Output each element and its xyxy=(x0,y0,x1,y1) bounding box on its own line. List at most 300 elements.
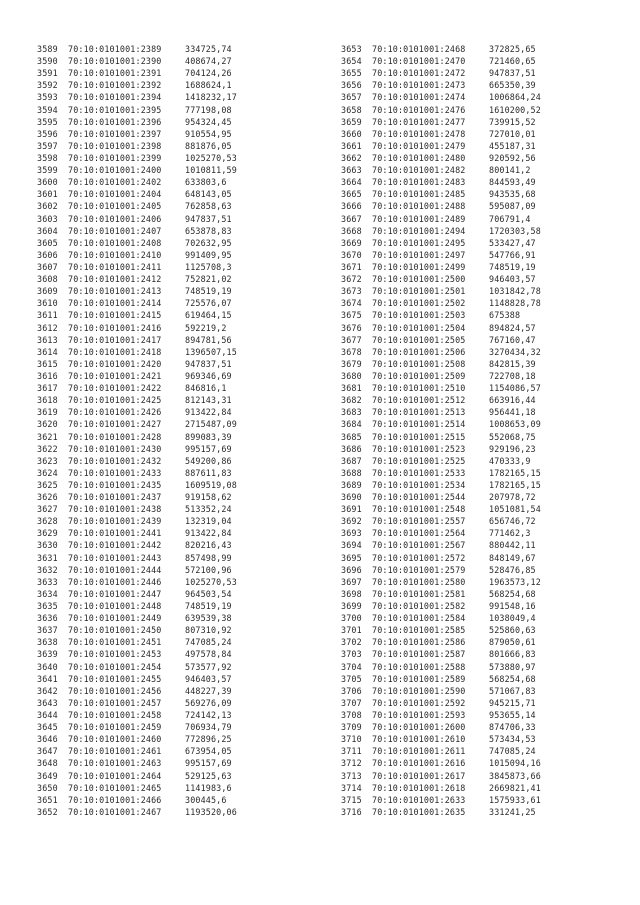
cadastral-number: 70:10:0101001:2588 xyxy=(372,661,466,672)
row-number: 3609 xyxy=(37,286,58,297)
list-item xyxy=(37,55,237,67)
list-item xyxy=(37,685,237,697)
row-number: 3708 xyxy=(341,710,362,721)
row-number: 3629 xyxy=(37,528,58,539)
list-item xyxy=(341,322,541,334)
amount-value: 571067,83 xyxy=(489,685,536,696)
cadastral-number: 70:10:0101001:2635 xyxy=(372,806,466,817)
list-item xyxy=(341,479,541,491)
row-number: 3615 xyxy=(37,358,58,369)
amount-value: 656746,72 xyxy=(489,516,536,527)
cadastral-number: 70:10:0101001:2592 xyxy=(372,697,466,708)
row-number: 3683 xyxy=(341,407,362,418)
amount-value: 748519,19 xyxy=(185,286,232,297)
amount-value: 706934,79 xyxy=(185,722,232,733)
amount-value: 953655,14 xyxy=(489,710,536,721)
amount-value: 1125708,3 xyxy=(185,261,232,272)
row-number: 3707 xyxy=(341,697,362,708)
row-number: 3664 xyxy=(341,177,362,188)
cadastral-number: 70:10:0101001:2465 xyxy=(68,782,162,793)
row-number: 3643 xyxy=(37,697,58,708)
list-item xyxy=(37,733,237,745)
amount-value: 767160,47 xyxy=(489,334,536,345)
cadastral-number: 70:10:0101001:2451 xyxy=(68,637,162,648)
row-number: 3608 xyxy=(37,274,58,285)
cadastral-number: 70:10:0101001:2476 xyxy=(372,104,466,115)
row-number: 3606 xyxy=(37,249,58,260)
cadastral-number: 70:10:0101001:2557 xyxy=(372,516,466,527)
list-item xyxy=(341,164,541,176)
amount-value: 801666,83 xyxy=(489,649,536,660)
list-item xyxy=(341,661,541,673)
list-item xyxy=(37,503,237,515)
cadastral-number: 70:10:0101001:2579 xyxy=(372,564,466,575)
row-number: 3607 xyxy=(37,261,58,272)
list-item xyxy=(37,697,237,709)
list-item xyxy=(37,661,237,673)
amount-value: 991409,95 xyxy=(185,249,232,260)
cadastral-number: 70:10:0101001:2585 xyxy=(372,625,466,636)
list-item xyxy=(37,249,237,261)
list-item xyxy=(37,564,237,576)
cadastral-number: 70:10:0101001:2479 xyxy=(372,140,466,151)
row-number: 3654 xyxy=(341,56,362,67)
list-item xyxy=(341,443,541,455)
amount-value: 943535,68 xyxy=(489,189,536,200)
row-number: 3648 xyxy=(37,758,58,769)
row-number: 3702 xyxy=(341,637,362,648)
row-number: 3669 xyxy=(341,237,362,248)
cadastral-number: 70:10:0101001:2617 xyxy=(372,770,466,781)
cadastral-number: 70:10:0101001:2482 xyxy=(372,165,466,176)
amount-value: 1148828,78 xyxy=(489,298,541,309)
row-number: 3633 xyxy=(37,576,58,587)
row-number: 3686 xyxy=(341,443,362,454)
cadastral-number: 70:10:0101001:2395 xyxy=(68,104,162,115)
cadastral-number: 70:10:0101001:2413 xyxy=(68,286,162,297)
cadastral-number: 70:10:0101001:2432 xyxy=(68,455,162,466)
list-item xyxy=(37,346,237,358)
row-number: 3685 xyxy=(341,431,362,442)
list-item xyxy=(341,757,541,769)
list-item xyxy=(37,527,237,539)
row-number: 3646 xyxy=(37,734,58,745)
amount-value: 748519,19 xyxy=(185,601,232,612)
amount-value: 552068,75 xyxy=(489,431,536,442)
list-item xyxy=(37,309,237,321)
list-item xyxy=(37,370,237,382)
cadastral-number: 70:10:0101001:2499 xyxy=(372,261,466,272)
amount-value: 964503,54 xyxy=(185,588,232,599)
list-item xyxy=(37,745,237,757)
cadastral-number: 70:10:0101001:2616 xyxy=(372,758,466,769)
row-number: 3695 xyxy=(341,552,362,563)
amount-value: 132319,04 xyxy=(185,516,232,527)
list-item xyxy=(341,152,541,164)
amount-value: 1010811,59 xyxy=(185,165,237,176)
list-item xyxy=(341,806,541,818)
list-item xyxy=(37,382,237,394)
cadastral-number: 70:10:0101001:2426 xyxy=(68,407,162,418)
row-number: 3603 xyxy=(37,213,58,224)
list-item xyxy=(37,297,237,309)
row-number: 3617 xyxy=(37,383,58,394)
row-number: 3639 xyxy=(37,649,58,660)
list-item xyxy=(37,164,237,176)
row-number: 3699 xyxy=(341,601,362,612)
list-item xyxy=(341,334,541,346)
amount-value: 919158,62 xyxy=(185,492,232,503)
list-item xyxy=(341,116,541,128)
amount-value: 947837,51 xyxy=(185,358,232,369)
amount-value: 573577,92 xyxy=(185,661,232,672)
list-item xyxy=(37,576,237,588)
list-item xyxy=(341,539,541,551)
list-item xyxy=(37,322,237,334)
row-number: 3658 xyxy=(341,104,362,115)
cadastral-number: 70:10:0101001:2508 xyxy=(372,358,466,369)
cadastral-number: 70:10:0101001:2501 xyxy=(372,286,466,297)
row-number: 3712 xyxy=(341,758,362,769)
amount-value: 1782165,15 xyxy=(489,479,541,490)
amount-value: 857498,99 xyxy=(185,552,232,563)
amount-value: 842815,39 xyxy=(489,358,536,369)
list-item xyxy=(37,67,237,79)
row-number: 3620 xyxy=(37,419,58,430)
amount-value: 547766,91 xyxy=(489,249,536,260)
cadastral-number: 70:10:0101001:2513 xyxy=(372,407,466,418)
cadastral-number: 70:10:0101001:2438 xyxy=(68,504,162,515)
amount-value: 675388 xyxy=(489,310,521,321)
row-number: 3704 xyxy=(341,661,362,672)
list-item xyxy=(341,636,541,648)
amount-value: 633803,6 xyxy=(185,177,227,188)
amount-value: 470333,9 xyxy=(489,455,531,466)
row-number: 3666 xyxy=(341,201,362,212)
row-number: 3630 xyxy=(37,540,58,551)
amount-value: 572100,96 xyxy=(185,564,232,575)
amount-value: 880442,11 xyxy=(489,540,536,551)
amount-value: 747085,24 xyxy=(185,637,232,648)
amount-value: 528476,85 xyxy=(489,564,536,575)
cadastral-number: 70:10:0101001:2590 xyxy=(372,685,466,696)
row-number: 3714 xyxy=(341,782,362,793)
list-item xyxy=(341,576,541,588)
cadastral-number: 70:10:0101001:2593 xyxy=(372,710,466,721)
list-item xyxy=(341,782,541,794)
amount-value: 1782165,15 xyxy=(489,467,541,478)
list-item xyxy=(341,249,541,261)
amount-value: 846816,1 xyxy=(185,383,227,394)
amount-value: 920592,56 xyxy=(489,152,536,163)
cadastral-number: 70:10:0101001:2480 xyxy=(372,152,466,163)
list-item xyxy=(37,636,237,648)
amount-value: 881876,05 xyxy=(185,140,232,151)
amount-value: 995157,69 xyxy=(185,758,232,769)
list-item xyxy=(341,358,541,370)
list-item xyxy=(37,116,237,128)
cadastral-number: 70:10:0101001:2460 xyxy=(68,734,162,745)
list-item xyxy=(37,709,237,721)
row-number: 3592 xyxy=(37,80,58,91)
row-number: 3618 xyxy=(37,395,58,406)
amount-value: 1025270,53 xyxy=(185,152,237,163)
cadastral-number: 70:10:0101001:2510 xyxy=(372,383,466,394)
cadastral-number: 70:10:0101001:2589 xyxy=(372,673,466,684)
cadastral-number: 70:10:0101001:2502 xyxy=(372,298,466,309)
row-number: 3655 xyxy=(341,68,362,79)
amount-value: 1006864,24 xyxy=(489,92,541,103)
list-item xyxy=(341,431,541,443)
cadastral-number: 70:10:0101001:2464 xyxy=(68,770,162,781)
row-number: 3660 xyxy=(341,128,362,139)
amount-value: 894781,56 xyxy=(185,334,232,345)
list-item xyxy=(37,757,237,769)
amount-value: 721460,65 xyxy=(489,56,536,67)
row-number: 3644 xyxy=(37,710,58,721)
list-item xyxy=(37,515,237,527)
row-number: 3625 xyxy=(37,479,58,490)
cadastral-number: 70:10:0101001:2488 xyxy=(372,201,466,212)
amount-value: 549200,86 xyxy=(185,455,232,466)
amount-value: 525860,63 xyxy=(489,625,536,636)
row-number: 3645 xyxy=(37,722,58,733)
row-number: 3602 xyxy=(37,201,58,212)
list-item xyxy=(37,794,237,806)
list-item xyxy=(37,443,237,455)
cadastral-number: 70:10:0101001:2478 xyxy=(372,128,466,139)
row-number: 3675 xyxy=(341,310,362,321)
row-number: 3634 xyxy=(37,588,58,599)
cadastral-number: 70:10:0101001:2411 xyxy=(68,261,162,272)
cadastral-number: 70:10:0101001:2410 xyxy=(68,249,162,260)
list-item xyxy=(341,685,541,697)
list-item xyxy=(341,79,541,91)
cadastral-number: 70:10:0101001:2515 xyxy=(372,431,466,442)
row-number: 3619 xyxy=(37,407,58,418)
cadastral-number: 70:10:0101001:2500 xyxy=(372,274,466,285)
list-item xyxy=(37,200,237,212)
cadastral-number: 70:10:0101001:2394 xyxy=(68,92,162,103)
list-item xyxy=(341,297,541,309)
row-number: 3681 xyxy=(341,383,362,394)
amount-value: 1154086,57 xyxy=(489,383,541,394)
list-item xyxy=(37,552,237,564)
cadastral-number: 70:10:0101001:2572 xyxy=(372,552,466,563)
amount-value: 533427,47 xyxy=(489,237,536,248)
amount-value: 969346,69 xyxy=(185,370,232,381)
list-item xyxy=(37,431,237,443)
list-item xyxy=(341,213,541,225)
cadastral-number: 70:10:0101001:2504 xyxy=(372,322,466,333)
cadastral-number: 70:10:0101001:2523 xyxy=(372,443,466,454)
amount-value: 331241,25 xyxy=(489,806,536,817)
row-number: 3656 xyxy=(341,80,362,91)
amount-value: 639539,38 xyxy=(185,613,232,624)
amount-value: 954324,45 xyxy=(185,116,232,127)
row-number: 3600 xyxy=(37,177,58,188)
list-item xyxy=(341,140,541,152)
cadastral-number: 70:10:0101001:2525 xyxy=(372,455,466,466)
amount-value: 573434,53 xyxy=(489,734,536,745)
cadastral-number: 70:10:0101001:2449 xyxy=(68,613,162,624)
amount-value: 910554,95 xyxy=(185,128,232,139)
list-item xyxy=(37,624,237,636)
row-number: 3640 xyxy=(37,661,58,672)
row-number: 3661 xyxy=(341,140,362,151)
cadastral-number: 70:10:0101001:2611 xyxy=(372,746,466,757)
amount-value: 722708,18 xyxy=(489,370,536,381)
list-item xyxy=(37,176,237,188)
row-number: 3591 xyxy=(37,68,58,79)
cadastral-number: 70:10:0101001:2581 xyxy=(372,588,466,599)
row-number: 3642 xyxy=(37,685,58,696)
cadastral-number: 70:10:0101001:2474 xyxy=(372,92,466,103)
row-number: 3597 xyxy=(37,140,58,151)
cadastral-number: 70:10:0101001:2580 xyxy=(372,576,466,587)
amount-value: 1038049,4 xyxy=(489,613,536,624)
amount-value: 752821,02 xyxy=(185,274,232,285)
cadastral-number: 70:10:0101001:2441 xyxy=(68,528,162,539)
cadastral-number: 70:10:0101001:2414 xyxy=(68,298,162,309)
amount-value: 1141983,6 xyxy=(185,782,232,793)
amount-value: 663916,44 xyxy=(489,395,536,406)
amount-value: 2715487,09 xyxy=(185,419,237,430)
row-number: 3690 xyxy=(341,492,362,503)
row-number: 3673 xyxy=(341,286,362,297)
amount-value: 592219,2 xyxy=(185,322,227,333)
row-number: 3596 xyxy=(37,128,58,139)
list-item xyxy=(37,273,237,285)
cadastral-number: 70:10:0101001:2391 xyxy=(68,68,162,79)
row-number: 3628 xyxy=(37,516,58,527)
list-item xyxy=(341,128,541,140)
list-item xyxy=(37,394,237,406)
list-item xyxy=(341,188,541,200)
amount-value: 946403,57 xyxy=(185,673,232,684)
amount-value: 956441,18 xyxy=(489,407,536,418)
amount-value: 1015094,16 xyxy=(489,758,541,769)
cadastral-number: 70:10:0101001:2582 xyxy=(372,601,466,612)
right-column xyxy=(341,43,541,818)
list-item xyxy=(37,140,237,152)
list-item xyxy=(341,418,541,430)
cadastral-number: 70:10:0101001:2514 xyxy=(372,419,466,430)
amount-value: 1963573,12 xyxy=(489,576,541,587)
row-number: 3611 xyxy=(37,310,58,321)
amount-value: 724142,13 xyxy=(185,710,232,721)
list-item xyxy=(37,43,237,55)
amount-value: 1609519,08 xyxy=(185,479,237,490)
list-item xyxy=(341,648,541,660)
cadastral-number: 70:10:0101001:2489 xyxy=(372,213,466,224)
row-number: 3623 xyxy=(37,455,58,466)
cadastral-number: 70:10:0101001:2402 xyxy=(68,177,162,188)
list-item xyxy=(37,806,237,818)
cadastral-number: 70:10:0101001:2405 xyxy=(68,201,162,212)
amount-value: 991548,16 xyxy=(489,601,536,612)
cadastral-number: 70:10:0101001:2512 xyxy=(372,395,466,406)
row-number: 3631 xyxy=(37,552,58,563)
cadastral-number: 70:10:0101001:2466 xyxy=(68,794,162,805)
cadastral-number: 70:10:0101001:2408 xyxy=(68,237,162,248)
amount-value: 800141,2 xyxy=(489,165,531,176)
list-item xyxy=(341,406,541,418)
row-number: 3697 xyxy=(341,576,362,587)
list-item xyxy=(341,600,541,612)
row-number: 3679 xyxy=(341,358,362,369)
cadastral-number: 70:10:0101001:2477 xyxy=(372,116,466,127)
amount-value: 702632,95 xyxy=(185,237,232,248)
row-number: 3671 xyxy=(341,261,362,272)
cadastral-number: 70:10:0101001:2442 xyxy=(68,540,162,551)
cadastral-number: 70:10:0101001:2533 xyxy=(372,467,466,478)
list-item xyxy=(341,394,541,406)
amount-value: 568254,68 xyxy=(489,588,536,599)
list-item xyxy=(341,67,541,79)
amount-value: 569276,09 xyxy=(185,697,232,708)
cadastral-number: 70:10:0101001:2389 xyxy=(68,44,162,54)
cadastral-number: 70:10:0101001:2417 xyxy=(68,334,162,345)
cadastral-number: 70:10:0101001:2421 xyxy=(68,370,162,381)
cadastral-number: 70:10:0101001:2437 xyxy=(68,492,162,503)
list-item xyxy=(37,152,237,164)
cadastral-number: 70:10:0101001:2435 xyxy=(68,479,162,490)
amount-value: 894824,57 xyxy=(489,322,536,333)
list-item xyxy=(37,334,237,346)
list-item xyxy=(341,104,541,116)
row-number: 3692 xyxy=(341,516,362,527)
row-number: 3662 xyxy=(341,152,362,163)
list-item xyxy=(341,273,541,285)
cadastral-number: 70:10:0101001:2418 xyxy=(68,346,162,357)
row-number: 3694 xyxy=(341,540,362,551)
cadastral-number: 70:10:0101001:2407 xyxy=(68,225,162,236)
list-item xyxy=(341,612,541,624)
cadastral-number: 70:10:0101001:2400 xyxy=(68,165,162,176)
row-number: 3616 xyxy=(37,370,58,381)
list-item xyxy=(37,104,237,116)
row-number: 3599 xyxy=(37,165,58,176)
cadastral-number: 70:10:0101001:2610 xyxy=(372,734,466,745)
cadastral-number: 70:10:0101001:2495 xyxy=(372,237,466,248)
row-number: 3677 xyxy=(341,334,362,345)
list-item xyxy=(341,91,541,103)
row-number: 3610 xyxy=(37,298,58,309)
row-number: 3626 xyxy=(37,492,58,503)
row-number: 3652 xyxy=(37,806,58,817)
amount-value: 653878,83 xyxy=(185,225,232,236)
cadastral-number: 70:10:0101001:2456 xyxy=(68,685,162,696)
cadastral-number: 70:10:0101001:2505 xyxy=(372,334,466,345)
row-number: 3641 xyxy=(37,673,58,684)
list-item xyxy=(37,455,237,467)
row-number: 3647 xyxy=(37,746,58,757)
cadastral-number: 70:10:0101001:2485 xyxy=(372,189,466,200)
amount-value: 3845873,66 xyxy=(489,770,541,781)
amount-value: 1025270,53 xyxy=(185,576,237,587)
cadastral-number: 70:10:0101001:2439 xyxy=(68,516,162,527)
amount-value: 1193520,06 xyxy=(185,806,237,817)
row-number: 3665 xyxy=(341,189,362,200)
list-item xyxy=(341,709,541,721)
cadastral-number: 70:10:0101001:2392 xyxy=(68,80,162,91)
cadastral-number: 70:10:0101001:2461 xyxy=(68,746,162,757)
amount-value: 1008653,09 xyxy=(489,419,541,430)
list-item xyxy=(37,213,237,225)
row-number: 3668 xyxy=(341,225,362,236)
amount-value: 739915,52 xyxy=(489,116,536,127)
